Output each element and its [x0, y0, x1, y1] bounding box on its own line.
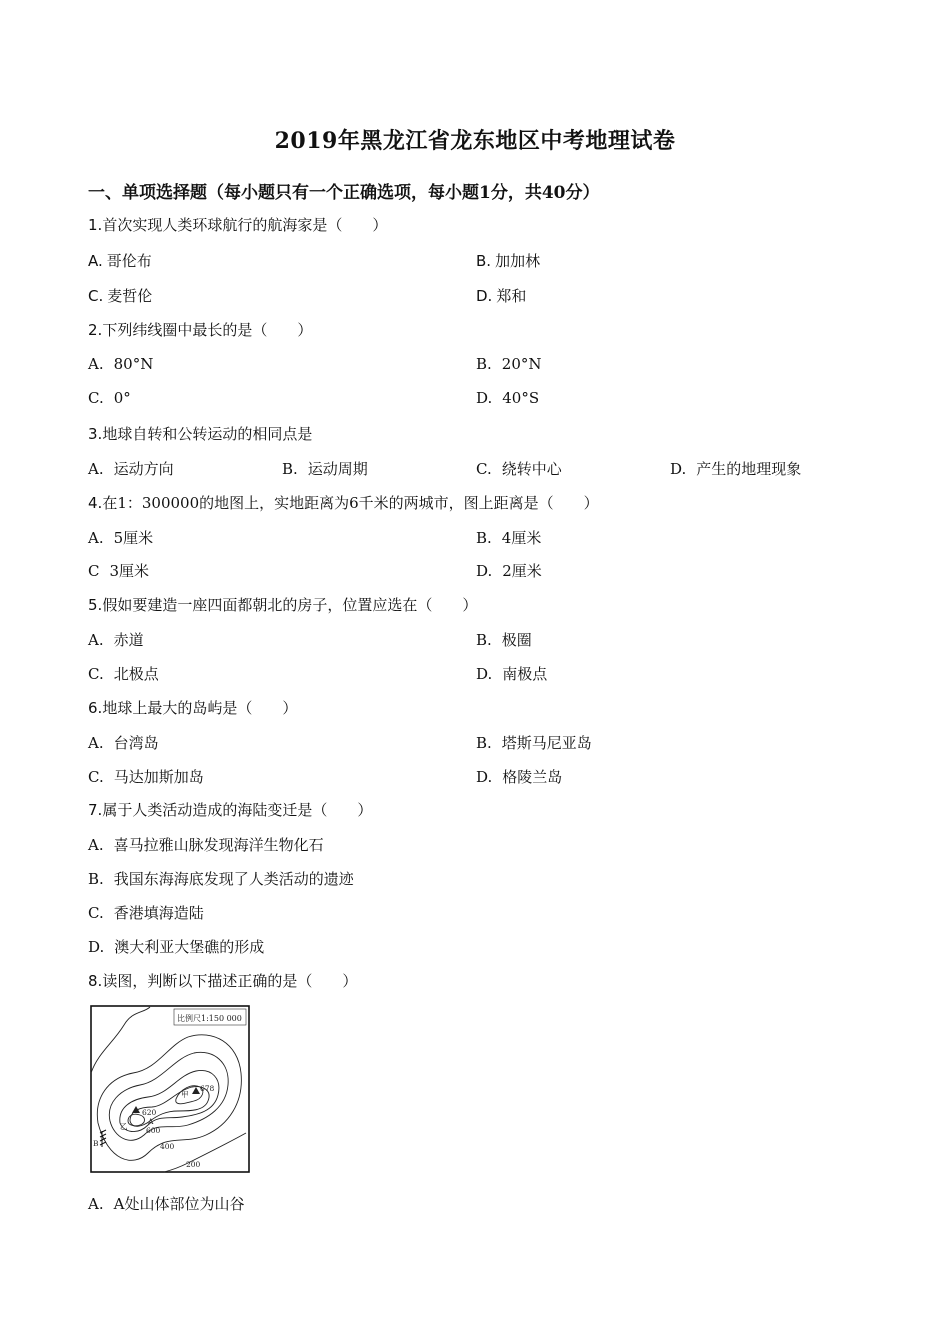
question-1: 1.首次实现人类环球航行的航海家是（ ） [88, 216, 388, 234]
q6-option-b[interactable]: B. 塔斯马尼亚岛 [476, 734, 592, 752]
q7-option-c[interactable]: C. 香港填海造陆 [88, 904, 204, 922]
q1-option-a[interactable]: A. 哥伦布 [88, 252, 152, 270]
q2-option-c[interactable]: C. 0° [88, 389, 131, 407]
map-label-400: 400 [160, 1142, 175, 1151]
map-label-600: 600 [146, 1126, 161, 1135]
question-7: 7.属于人类活动造成的海陆变迁是（ ） [88, 801, 373, 819]
map-label-a: A [148, 1117, 154, 1126]
map-label-jia: 甲 [181, 1090, 189, 1099]
map-scale-label: 比例尺1:150 000 [177, 1014, 242, 1023]
q2-option-d[interactable]: D. 40°S [476, 389, 540, 407]
q3-option-c[interactable]: C. 绕转中心 [476, 460, 562, 478]
q5-option-b[interactable]: B. 极圈 [476, 631, 532, 649]
section-heading: 一、单项选择题（每小题只有一个正确选项，每小题1分，共40分） [88, 183, 600, 203]
q7-option-a[interactable]: A. 喜马拉雅山脉发现海洋生物化石 [88, 836, 324, 854]
q1-option-c[interactable]: C. 麦哲伦 [88, 287, 153, 305]
q3-option-d[interactable]: D. 产生的地理现象 [670, 460, 802, 478]
q5-option-c[interactable]: C. 北极点 [88, 665, 159, 683]
map-label-yi: 乙 [120, 1122, 128, 1131]
q6-option-d[interactable]: D. 格陵兰岛 [476, 768, 563, 786]
q8-option-a[interactable]: A. A处山体部位为山谷 [88, 1195, 245, 1213]
question-3: 3.地球自转和公转运动的相同点是 [88, 425, 313, 443]
map-label-620: 620 [142, 1108, 157, 1117]
question-2: 2.下列纬线圈中最长的是（ ） [88, 321, 313, 339]
question-5: 5.假如要建造一座四面都朝北的房子，位置应选在（ ） [88, 596, 478, 614]
q1-option-d[interactable]: D. 郑和 [476, 287, 527, 305]
map-label-200: 200 [186, 1160, 201, 1169]
question-8: 8.读图，判断以下描述正确的是（ ） [88, 972, 358, 990]
q3-option-b[interactable]: B. 运动周期 [282, 460, 368, 478]
page-title: 2019年黑龙江省龙东地区中考地理试卷 [274, 128, 676, 154]
q5-option-a[interactable]: A. 赤道 [88, 631, 144, 649]
q2-option-a[interactable]: A. 80°N [88, 355, 154, 373]
map-label-678: 678 [200, 1084, 215, 1093]
q6-option-c[interactable]: C. 马达加斯加岛 [88, 768, 204, 786]
contour-map [88, 1003, 254, 1175]
question-6: 6.地球上最大的岛屿是（ ） [88, 699, 298, 717]
q2-option-b[interactable]: B. 20°N [476, 355, 542, 373]
q1-option-b[interactable]: B. 加加林 [476, 252, 541, 270]
q4-option-b[interactable]: B. 4厘米 [476, 529, 542, 547]
map-label-b: B [93, 1139, 99, 1148]
q6-option-a[interactable]: A. 台湾岛 [88, 734, 159, 752]
q4-option-c[interactable]: C 3厘米 [88, 562, 150, 580]
q7-option-d[interactable]: D. 澳大利亚大堡礁的形成 [88, 938, 265, 956]
q7-option-b[interactable]: B. 我国东海海底发现了人类活动的遗迹 [88, 870, 354, 888]
q3-option-a[interactable]: A. 运动方向 [88, 460, 174, 478]
question-4: 4.在1：300000的地图上，实地距离为6千米的两城市，图上距离是（ ） [88, 494, 599, 512]
q4-option-a[interactable]: A. 5厘米 [88, 529, 154, 547]
q5-option-d[interactable]: D. 南极点 [476, 665, 548, 683]
q4-option-d[interactable]: D. 2厘米 [476, 562, 542, 580]
